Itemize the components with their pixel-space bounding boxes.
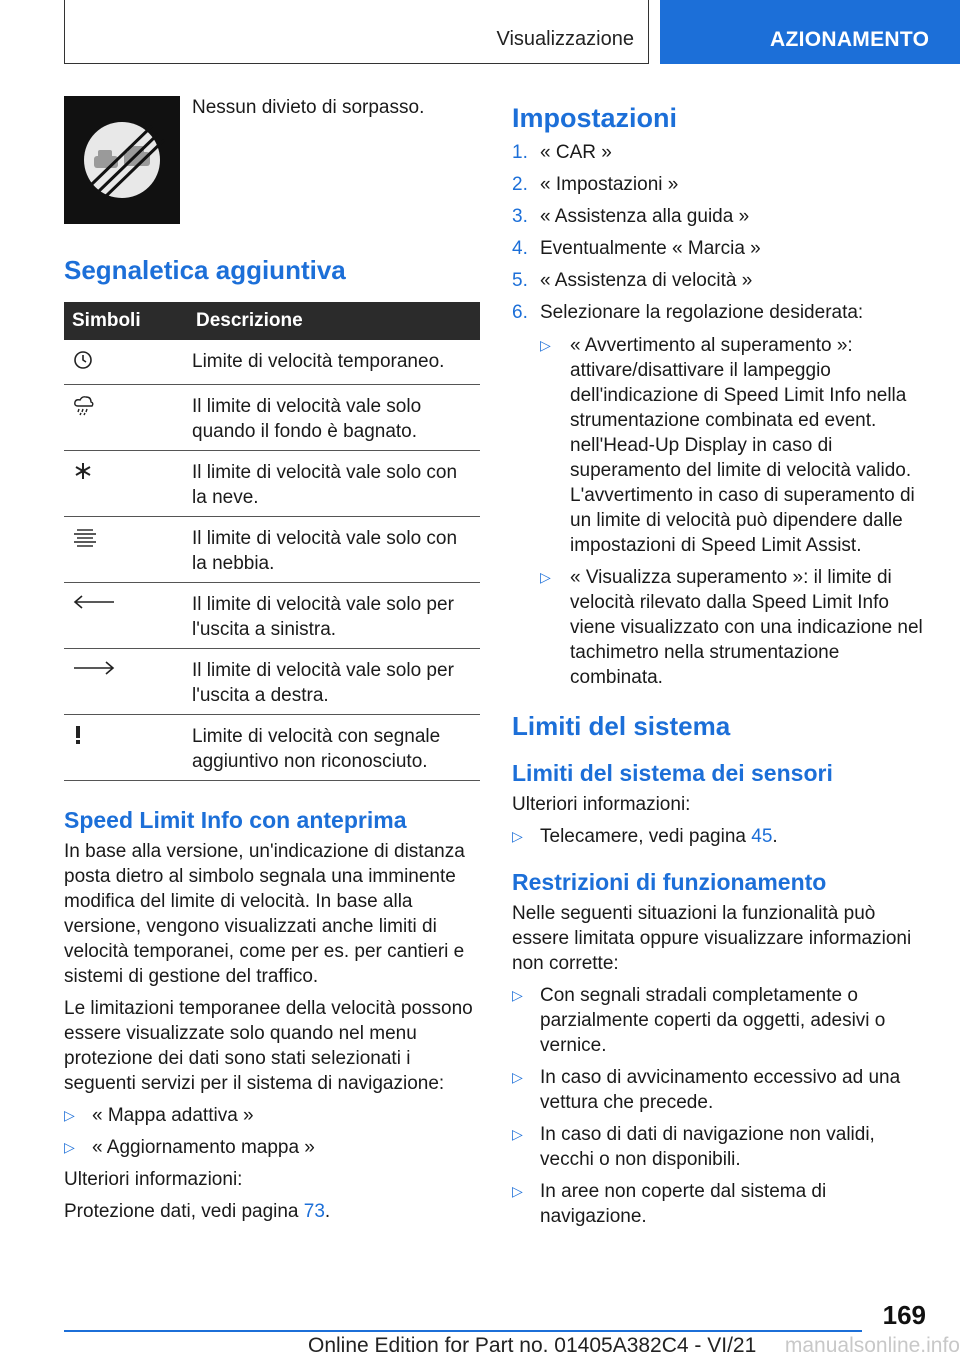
right-column <box>512 96 928 1236</box>
settings-steps <box>512 140 928 690</box>
watermark: manualsonline.info <box>784 1334 960 1357</box>
restrictions-intro: Nelle seguenti situazioni la funzionalità può essere limitata oppure visualizzare informazioni non corrette: <box>512 903 912 974</box>
list-item: 3. « Assistenza alla guida » <box>512 206 750 227</box>
signage-table <box>64 302 480 781</box>
camera-page-link[interactable]: 45 <box>751 826 773 847</box>
preview-paragraph-2: Le limitazioni temporanee della velocità possono essere visualizzate solo quando nel menu protezione dei dati sono stati selezionati i seguenti servizi per il sistema di navigazione: <box>64 998 473 1094</box>
header-chapter-tab <box>660 0 960 64</box>
table-cell-description: Il limite di velocità vale solo con la neve. <box>192 451 480 517</box>
clock-icon <box>72 355 94 376</box>
triangle-bullet-icon: ▷ <box>64 1139 75 1155</box>
list-item: ▷ « Mappa adattiva » <box>64 1105 254 1126</box>
triangle-bullet-icon: ▷ <box>512 828 523 844</box>
table-cell-description: Il limite di velocità vale solo con la nebbia. <box>192 517 480 583</box>
list-item: ▷ Telecamere, vedi pagina 45. <box>512 826 778 847</box>
table-row <box>64 517 480 583</box>
snowflake-icon <box>72 466 94 487</box>
list-item: ▷ In aree non coperte dal sistema di navigazione. <box>512 1181 827 1227</box>
table-cell-description: Limite di velocità temporaneo. <box>192 340 480 385</box>
list-item: 5. « Assistenza di velocità » <box>512 270 753 291</box>
heading-settings: Impostazioni <box>512 103 678 133</box>
table-row <box>64 340 480 385</box>
list-item: ▷ « Avvertimento al superamento »: attivare/disattivare il lampeggio dell'indicazione di Speed Limit Info nella strumentazione combinata ed event. nell'Head-Up Display in caso di superamento del limite di velocità valido. L'avvertimento in caso di superamento di un limite di velocità può dipendere dalle impostazioni di Speed Limit Assist. <box>540 335 915 556</box>
table-cell-description: Il limite di velocità vale solo quando il fondo è bagnato. <box>192 385 480 451</box>
restrictions-list <box>512 983 928 1229</box>
header-chapter-title: AZIONAMENTO <box>770 28 930 51</box>
triangle-bullet-icon: ▷ <box>512 1069 523 1085</box>
list-item: 6. Selezionare la regolazione desiderata: ▷ « Avvertimento al superamento »: attivare/disattivare il lampeggio dell'indicazione di Speed Limit Info nella strumentazione combinata ed event. nell'Head-Up Display in caso di superamento del limite di velocità valido. L'avvertimento in caso di superamento di un limite di velocità può dipendere dalle impostazioni di Speed Limit Assist. ▷ « Visualizza superamento »: il limite di velocità rilevato dalla Speed Limit Info viene visualizzato con una indicazione nel tachimetro nella strumentazione combinata. <box>512 300 928 690</box>
heading-additional-signage: Segnaletica aggiuntiva <box>64 255 346 285</box>
table-row <box>64 451 480 517</box>
table-cell-description: Il limite di velocità vale solo per l'uscita a sinistra. <box>192 583 480 649</box>
triangle-bullet-icon: ▷ <box>512 1183 523 1199</box>
footer-edition: Online Edition for Part no. 01405A382C4 - VI/21 <box>308 1334 757 1357</box>
triangle-bullet-icon: ▷ <box>512 1126 523 1142</box>
heading-sensor-limits: Limiti del sistema dei sensori <box>512 760 833 786</box>
table-row <box>64 583 480 649</box>
more-info-label: Ulteriori informazioni: <box>512 794 691 815</box>
heading-restrictions: Restrizioni di funzionamento <box>512 869 827 895</box>
heading-speed-limit-preview: Speed Limit Info con anteprima <box>64 807 407 833</box>
end-no-overtaking-sign-icon <box>64 96 180 224</box>
left-column <box>64 96 480 1231</box>
table-header-description: Descrizione <box>192 302 480 340</box>
list-item: ▷ In caso di avvicinamento eccessivo ad una vettura che precede. <box>512 1067 901 1113</box>
page-number: 169 <box>882 1300 926 1330</box>
table-row <box>64 385 480 451</box>
triangle-bullet-icon: ▷ <box>64 1107 75 1123</box>
table-row <box>64 715 480 781</box>
table-cell-description: Limite di velocità con segnale aggiuntivo non riconosciuto. <box>192 715 480 781</box>
triangle-bullet-icon: ▷ <box>540 337 551 353</box>
arrow-left-icon <box>72 596 116 617</box>
table-header-row <box>64 302 480 340</box>
camera-reference-list <box>512 824 928 849</box>
sign-block <box>64 96 480 224</box>
more-info-label: Ulteriori informazioni: <box>64 1169 243 1190</box>
header-section-tab <box>64 0 649 64</box>
list-item: 2. « Impostazioni » <box>512 174 679 195</box>
list-item: ▷ « Aggiornamento mappa » <box>64 1137 315 1158</box>
exclamation-icon <box>72 730 84 751</box>
triangle-bullet-icon: ▷ <box>512 987 523 1003</box>
heading-system-limits: Limiti del sistema <box>512 711 731 741</box>
header-section-title: Visualizzazione <box>496 28 634 50</box>
footer-divider <box>64 1330 862 1332</box>
privacy-page-link[interactable]: 73 <box>303 1201 325 1222</box>
table-header-symbols: Simboli <box>64 302 192 340</box>
list-item: 1. « CAR » <box>512 142 612 163</box>
settings-sub-options <box>540 333 928 690</box>
table-row <box>64 649 480 715</box>
list-item: ▷ Con segnali stradali completamente o parzialmente coperti da oggetti, adesivi o vernice. <box>512 985 886 1056</box>
table-cell-description: Il limite di velocità vale solo per l'uscita a destra. <box>192 649 480 715</box>
arrow-right-icon <box>72 662 116 683</box>
rain-cloud-icon <box>72 400 96 421</box>
sign-description: Nessun divieto di sorpasso. <box>192 97 425 118</box>
fog-icon <box>72 532 98 553</box>
list-item: 4. Eventualmente « Marcia » <box>512 238 761 259</box>
list-item: ▷ « Visualizza superamento »: il limite di velocità rilevato dalla Speed Limit Info viene visualizzato con una indicazione nel tachimetro nella strumentazione combinata. <box>540 567 923 688</box>
triangle-bullet-icon: ▷ <box>540 569 551 585</box>
preview-paragraph-1: In base alla versione, un'indicazione di distanza posta dietro al simbolo segnala una imminente modifica del limite di velocità. In base alla versione, vengono visualizzati anche limiti di velocità temporanei, come per es. per cantieri e sistemi di gestione del traffico. <box>64 841 465 987</box>
list-item: ▷ In caso di dati di navigazione non validi, vecchi o non disponibili. <box>512 1124 875 1170</box>
services-list <box>64 1103 480 1160</box>
privacy-reference: Protezione dati, vedi pagina 73. <box>64 1201 331 1222</box>
